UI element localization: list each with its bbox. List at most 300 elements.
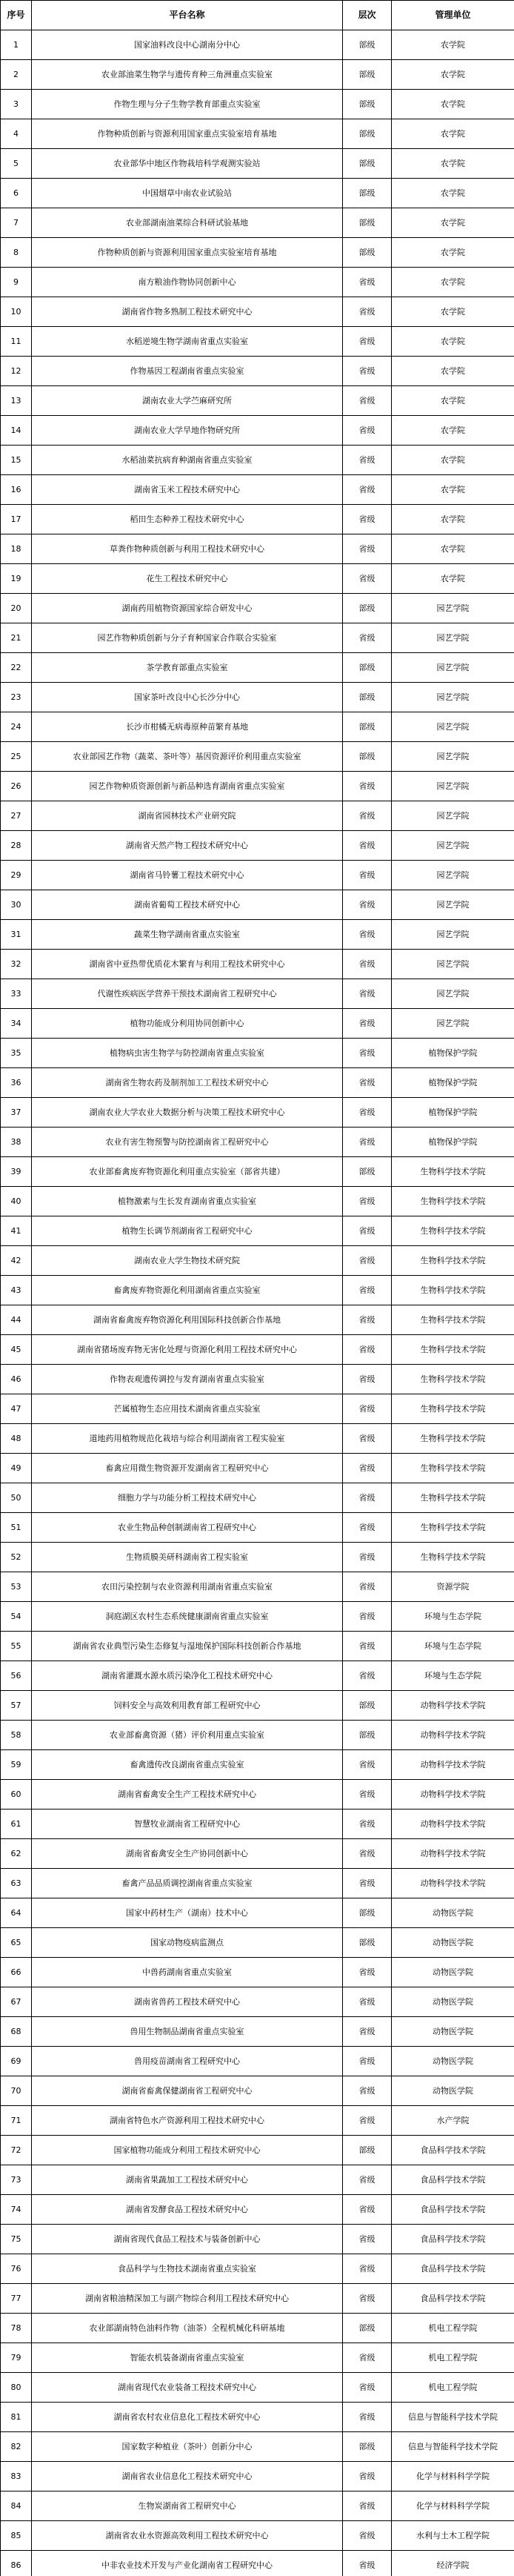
- cell-no: 49: [1, 1454, 32, 1483]
- cell-name: 湖南省园林技术产业研究院: [32, 801, 343, 831]
- cell-unit: 动物科学技术学院: [392, 1839, 514, 1869]
- cell-level: 部级: [343, 1157, 392, 1187]
- cell-no: 62: [1, 1839, 32, 1869]
- cell-no: 30: [1, 890, 32, 920]
- cell-name: 农田污染控制与农业资源利用湖南省重点实验室: [32, 1572, 343, 1602]
- cell-name: 植物激素与生长发育湖南省重点实验室: [32, 1187, 343, 1216]
- cell-name: 畜禽产品品质调控湖南省重点实验室: [32, 1869, 343, 1898]
- cell-name: 农业部华中地区作物栽培科学观测实验站: [32, 149, 343, 179]
- cell-unit: 动物科学技术学院: [392, 1721, 514, 1750]
- cell-unit: 农学院: [392, 149, 514, 179]
- cell-level: 省级: [343, 1305, 392, 1335]
- cell-name: 湖南省农业典型污染生态修复与湿地保护国际科技创新合作基地: [32, 1632, 343, 1661]
- cell-level: 省级: [343, 416, 392, 446]
- table-row: [1, 1898, 514, 1928]
- cell-unit: 动物科学技术学院: [392, 1869, 514, 1898]
- cell-no: 50: [1, 1483, 32, 1513]
- cell-no: 67: [1, 1987, 32, 2017]
- cell-unit: 园艺学院: [392, 653, 514, 683]
- table-row: [1, 1928, 514, 1958]
- cell-no: 13: [1, 386, 32, 416]
- cell-no: 46: [1, 1365, 32, 1394]
- cell-unit: 信息与智能科学技术学院: [392, 2432, 514, 2462]
- cell-level: 省级: [343, 1483, 392, 1513]
- cell-name: 农业部园艺作物（蔬菜、茶叶等）基因资源评价利用重点实验室: [32, 742, 343, 772]
- table-row: [1, 2551, 514, 2576]
- cell-unit: 植物保护学院: [392, 1098, 514, 1128]
- cell-unit: 农学院: [392, 534, 514, 564]
- cell-name: 作物生理与分子生物学教育部重点实验室: [32, 90, 343, 119]
- table-row: [1, 90, 514, 119]
- table-row: [1, 119, 514, 149]
- cell-no: 15: [1, 446, 32, 475]
- cell-no: 75: [1, 2225, 32, 2254]
- cell-unit: 园艺学院: [392, 831, 514, 861]
- cell-unit: 农学院: [392, 327, 514, 357]
- table-row: [1, 2076, 514, 2106]
- cell-no: 56: [1, 1661, 32, 1691]
- table-row: [1, 238, 514, 268]
- cell-name: 畜禽遗传改良湖南省重点实验室: [32, 1750, 343, 1780]
- cell-level: 部级: [343, 119, 392, 149]
- cell-no: 83: [1, 2462, 32, 2491]
- cell-level: 省级: [343, 2521, 392, 2551]
- cell-name: 茶学教育部重点实验室: [32, 653, 343, 683]
- cell-no: 59: [1, 1750, 32, 1780]
- cell-no: 61: [1, 1810, 32, 1839]
- table-row: [1, 1276, 514, 1305]
- cell-name: 湖南省发酵食品工程技术研究中心: [32, 2195, 343, 2225]
- table-row: [1, 446, 514, 475]
- cell-level: 省级: [343, 1839, 392, 1869]
- cell-unit: 农学院: [392, 60, 514, 90]
- cell-no: 65: [1, 1928, 32, 1958]
- cell-level: 省级: [343, 1068, 392, 1098]
- cell-no: 43: [1, 1276, 32, 1305]
- cell-no: 26: [1, 772, 32, 801]
- cell-level: 省级: [343, 772, 392, 801]
- cell-name: 国家茶叶改良中心长沙分中心: [32, 683, 343, 712]
- cell-level: 省级: [343, 623, 392, 653]
- cell-no: 48: [1, 1424, 32, 1454]
- cell-unit: 水产学院: [392, 2106, 514, 2136]
- cell-name: 湖南药用植物资源国家综合研发中心: [32, 594, 343, 623]
- cell-unit: 食品科学技术学院: [392, 2165, 514, 2195]
- table-header: [1, 1, 514, 30]
- header-name: 平台名称: [32, 1, 343, 30]
- cell-unit: 生物科学技术学院: [392, 1543, 514, 1572]
- cell-level: 省级: [343, 1810, 392, 1839]
- cell-level: 省级: [343, 1661, 392, 1691]
- cell-name: 畜禽应用微生物资源开发湖南省工程研究中心: [32, 1454, 343, 1483]
- table-row: [1, 1987, 514, 2017]
- cell-no: 63: [1, 1869, 32, 1898]
- cell-name: 湖南省农业信息化工程技术研究中心: [32, 2462, 343, 2491]
- cell-name: 湖南省马铃薯工程技术研究中心: [32, 861, 343, 890]
- cell-no: 21: [1, 623, 32, 653]
- cell-name: 代谢性疾病医学营养干预技术湖南省工程研究中心: [32, 979, 343, 1009]
- cell-level: 省级: [343, 1365, 392, 1394]
- cell-level: 省级: [343, 2165, 392, 2195]
- cell-unit: 农学院: [392, 386, 514, 416]
- cell-no: 19: [1, 564, 32, 594]
- cell-level: 部级: [343, 594, 392, 623]
- table-row: [1, 1335, 514, 1365]
- cell-level: 省级: [343, 327, 392, 357]
- cell-level: 省级: [343, 2491, 392, 2521]
- cell-unit: 动物科学技术学院: [392, 1780, 514, 1810]
- cell-unit: 化学与材料科学学院: [392, 2491, 514, 2521]
- cell-name: 湖南省兽药工程技术研究中心: [32, 1987, 343, 2017]
- cell-name: 国家植物功能成分利用工程技术研究中心: [32, 2136, 343, 2165]
- table-body: [1, 30, 514, 2576]
- cell-level: 省级: [343, 2373, 392, 2403]
- cell-no: 37: [1, 1098, 32, 1128]
- cell-name: 中兽药湖南省重点实验室: [32, 1958, 343, 1987]
- cell-unit: 生物科学技术学院: [392, 1513, 514, 1543]
- table-row: [1, 1454, 514, 1483]
- cell-name: 植物生长调节剂湖南省工程研究中心: [32, 1216, 343, 1246]
- cell-name: 植物功能成分利用协同创新中心: [32, 1009, 343, 1039]
- cell-no: 39: [1, 1157, 32, 1187]
- cell-level: 部级: [343, 1721, 392, 1750]
- cell-level: 省级: [343, 2462, 392, 2491]
- cell-no: 34: [1, 1009, 32, 1039]
- cell-name: 湖南农业大学生物技术研究院: [32, 1246, 343, 1276]
- table-row: [1, 1750, 514, 1780]
- cell-level: 部级: [343, 1691, 392, 1721]
- cell-no: 54: [1, 1602, 32, 1632]
- cell-no: 12: [1, 357, 32, 386]
- table-row: [1, 1572, 514, 1602]
- cell-no: 18: [1, 534, 32, 564]
- table-row: [1, 594, 514, 623]
- table-row: [1, 801, 514, 831]
- cell-unit: 生物科学技术学院: [392, 1305, 514, 1335]
- cell-unit: 生物科学技术学院: [392, 1335, 514, 1365]
- table-row: [1, 1602, 514, 1632]
- cell-no: 58: [1, 1721, 32, 1750]
- cell-name: 国家数字种植业（茶叶）创新分中心: [32, 2432, 343, 2462]
- cell-name: 水稻油菜抗病育种湖南省重点实验室: [32, 446, 343, 475]
- cell-name: 作物表观遗传调控与发育湖南省重点实验室: [32, 1365, 343, 1394]
- cell-name: 湖南省农业水资源高效利用工程技术研究中心: [32, 2521, 343, 2551]
- table-row: [1, 623, 514, 653]
- cell-level: 省级: [343, 2106, 392, 2136]
- cell-unit: 动物医学院: [392, 2047, 514, 2076]
- cell-name: 湖南省农村农业信息化工程技术研究中心: [32, 2403, 343, 2432]
- cell-no: 78: [1, 2314, 32, 2343]
- table-row: [1, 2195, 514, 2225]
- cell-no: 38: [1, 1128, 32, 1157]
- cell-no: 66: [1, 1958, 32, 1987]
- cell-no: 7: [1, 208, 32, 238]
- cell-no: 28: [1, 831, 32, 861]
- cell-unit: 动物医学院: [392, 1987, 514, 2017]
- cell-unit: 生物科学技术学院: [392, 1187, 514, 1216]
- cell-unit: 园艺学院: [392, 623, 514, 653]
- table-row: [1, 1157, 514, 1187]
- cell-unit: 园艺学院: [392, 950, 514, 979]
- table-row: [1, 1246, 514, 1276]
- cell-unit: 农学院: [392, 297, 514, 327]
- cell-level: 省级: [343, 1039, 392, 1068]
- cell-name: 智能农机装备湖南省重点实验室: [32, 2343, 343, 2373]
- table-row: [1, 1810, 514, 1839]
- cell-no: 23: [1, 683, 32, 712]
- table-row: [1, 2314, 514, 2343]
- cell-no: 9: [1, 268, 32, 297]
- cell-unit: 植物保护学院: [392, 1039, 514, 1068]
- cell-unit: 动物医学院: [392, 1958, 514, 1987]
- cell-name: 湖南省灌溉水源水质污染净化工程技术研究中心: [32, 1661, 343, 1691]
- cell-no: 60: [1, 1780, 32, 1810]
- table-row: [1, 1068, 514, 1098]
- cell-name: 蔬菜生物学湖南省重点实验室: [32, 920, 343, 950]
- cell-no: 45: [1, 1335, 32, 1365]
- cell-unit: 食品科学技术学院: [392, 2284, 514, 2314]
- cell-level: 省级: [343, 1987, 392, 2017]
- cell-unit: 农学院: [392, 564, 514, 594]
- cell-name: 国家中药材生产（湖南）技术中心: [32, 1898, 343, 1928]
- table-row: [1, 772, 514, 801]
- cell-level: 省级: [343, 920, 392, 950]
- cell-level: 部级: [343, 2432, 392, 2462]
- cell-unit: 动物医学院: [392, 2076, 514, 2106]
- cell-level: 省级: [343, 297, 392, 327]
- cell-unit: 农学院: [392, 416, 514, 446]
- table-row: [1, 979, 514, 1009]
- cell-unit: 农学院: [392, 446, 514, 475]
- cell-level: 部级: [343, 179, 392, 208]
- cell-unit: 园艺学院: [392, 594, 514, 623]
- table-row: [1, 2047, 514, 2076]
- cell-level: 省级: [343, 505, 392, 534]
- cell-no: 10: [1, 297, 32, 327]
- table-row: [1, 653, 514, 683]
- cell-name: 畜禽废弃物资源化利用湖南省重点实验室: [32, 1276, 343, 1305]
- cell-unit: 资源学院: [392, 1572, 514, 1602]
- cell-unit: 食品科学技术学院: [392, 2136, 514, 2165]
- cell-level: 部级: [343, 653, 392, 683]
- cell-name: 兽用生物制品湖南省重点实验室: [32, 2017, 343, 2047]
- cell-no: 14: [1, 416, 32, 446]
- cell-level: 省级: [343, 2551, 392, 2576]
- cell-unit: 机电工程学院: [392, 2314, 514, 2343]
- cell-unit: 生物科学技术学院: [392, 1454, 514, 1483]
- cell-level: 省级: [343, 890, 392, 920]
- cell-name: 细胞力学与功能分析工程技术研究中心: [32, 1483, 343, 1513]
- cell-name: 农业部湖南特色油料作物（油茶）全程机械化科研基地: [32, 2314, 343, 2343]
- cell-unit: 园艺学院: [392, 861, 514, 890]
- cell-no: 11: [1, 327, 32, 357]
- cell-name: 湖南省中亚热带优质花木繁育与利用工程技术研究中心: [32, 950, 343, 979]
- cell-level: 省级: [343, 1454, 392, 1483]
- cell-level: 省级: [343, 1780, 392, 1810]
- table-row: [1, 1187, 514, 1216]
- cell-name: 农业部畜禽废弃物资源化利用重点实验室（部省共建）: [32, 1157, 343, 1187]
- cell-unit: 食品科学技术学院: [392, 2225, 514, 2254]
- cell-unit: 动物科学技术学院: [392, 1750, 514, 1780]
- cell-no: 71: [1, 2106, 32, 2136]
- table-row: [1, 534, 514, 564]
- table-row: [1, 1543, 514, 1572]
- cell-no: 68: [1, 2017, 32, 2047]
- cell-no: 16: [1, 475, 32, 505]
- cell-level: 省级: [343, 534, 392, 564]
- cell-no: 32: [1, 950, 32, 979]
- cell-level: 省级: [343, 1958, 392, 1987]
- cell-unit: 环境与生态学院: [392, 1632, 514, 1661]
- cell-name: 中国烟草中南农业试验站: [32, 179, 343, 208]
- cell-name: 生物质膜美研科湖南省工程实验室: [32, 1543, 343, 1572]
- cell-unit: 农学院: [392, 208, 514, 238]
- table-row: [1, 30, 514, 60]
- cell-unit: 环境与生态学院: [392, 1661, 514, 1691]
- cell-name: 湖南省畜禽安全生产协同创新中心: [32, 1839, 343, 1869]
- table-row: [1, 1365, 514, 1394]
- table-row: [1, 564, 514, 594]
- cell-no: 41: [1, 1216, 32, 1246]
- cell-name: 湖南省玉米工程技术研究中心: [32, 475, 343, 505]
- cell-name: 农业有害生物预警与防控湖南省工程研究中心: [32, 1128, 343, 1157]
- cell-level: 省级: [343, 2195, 392, 2225]
- cell-name: 国家油料改良中心湖南分中心: [32, 30, 343, 60]
- cell-no: 86: [1, 2551, 32, 2576]
- cell-unit: 生物科学技术学院: [392, 1276, 514, 1305]
- cell-no: 53: [1, 1572, 32, 1602]
- cell-level: 省级: [343, 1602, 392, 1632]
- cell-level: 省级: [343, 1246, 392, 1276]
- cell-no: 84: [1, 2491, 32, 2521]
- header-no: 序号: [1, 1, 32, 30]
- cell-unit: 园艺学院: [392, 742, 514, 772]
- cell-no: 72: [1, 2136, 32, 2165]
- cell-unit: 园艺学院: [392, 1009, 514, 1039]
- cell-no: 52: [1, 1543, 32, 1572]
- cell-level: 省级: [343, 2403, 392, 2432]
- cell-level: 省级: [343, 1632, 392, 1661]
- cell-name: 园艺作物种质创新与分子育种国家合作联合实验室: [32, 623, 343, 653]
- cell-no: 69: [1, 2047, 32, 2076]
- cell-level: 省级: [343, 268, 392, 297]
- cell-name: 湖南省畜禽保健湖南省工程研究中心: [32, 2076, 343, 2106]
- table-row: [1, 179, 514, 208]
- table-row: [1, 2403, 514, 2432]
- cell-no: 4: [1, 119, 32, 149]
- cell-no: 80: [1, 2373, 32, 2403]
- table-row: [1, 416, 514, 446]
- cell-level: 部级: [343, 1898, 392, 1928]
- table-row: [1, 2432, 514, 2462]
- cell-level: 省级: [343, 2343, 392, 2373]
- cell-level: 部级: [343, 712, 392, 742]
- table-row: [1, 1098, 514, 1128]
- cell-no: 8: [1, 238, 32, 268]
- cell-unit: 农学院: [392, 268, 514, 297]
- cell-unit: 食品科学技术学院: [392, 2254, 514, 2284]
- cell-unit: 农学院: [392, 357, 514, 386]
- cell-level: 部级: [343, 60, 392, 90]
- cell-no: 73: [1, 2165, 32, 2195]
- cell-no: 27: [1, 801, 32, 831]
- cell-level: 部级: [343, 742, 392, 772]
- cell-level: 省级: [343, 1216, 392, 1246]
- cell-name: 湖南省现代农业装备工程技术研究中心: [32, 2373, 343, 2403]
- cell-name: 食品科学与生物技术湖南省重点实验室: [32, 2254, 343, 2284]
- cell-name: 长沙市柑橘无病毒原种苗繁育基地: [32, 712, 343, 742]
- cell-name: 南方粮油作物协同创新中心: [32, 268, 343, 297]
- cell-name: 中非农业技术开发与产业化湖南省工程研究中心: [32, 2551, 343, 2576]
- cell-name: 草粪作物种质创新与利用工程技术研究中心: [32, 534, 343, 564]
- cell-unit: 园艺学院: [392, 979, 514, 1009]
- cell-level: 省级: [343, 861, 392, 890]
- cell-no: 42: [1, 1246, 32, 1276]
- table-row: [1, 1483, 514, 1513]
- cell-no: 3: [1, 90, 32, 119]
- cell-no: 31: [1, 920, 32, 950]
- table-row: [1, 60, 514, 90]
- cell-level: 省级: [343, 386, 392, 416]
- cell-no: 1: [1, 30, 32, 60]
- cell-level: 省级: [343, 2284, 392, 2314]
- cell-level: 省级: [343, 1869, 392, 1898]
- cell-unit: 农学院: [392, 119, 514, 149]
- cell-level: 省级: [343, 1276, 392, 1305]
- cell-name: 兽用疫苗湖南省工程研究中心: [32, 2047, 343, 2076]
- table-row: [1, 357, 514, 386]
- cell-name: 农业部畜禽资源（猪）评价利用重点实验室: [32, 1721, 343, 1750]
- cell-level: 省级: [343, 475, 392, 505]
- cell-no: 64: [1, 1898, 32, 1928]
- table-row: [1, 2165, 514, 2195]
- header-row: [1, 1, 514, 30]
- table-row: [1, 1780, 514, 1810]
- cell-unit: 植物保护学院: [392, 1068, 514, 1098]
- cell-unit: 园艺学院: [392, 683, 514, 712]
- table-row: [1, 1513, 514, 1543]
- cell-unit: 生物科学技术学院: [392, 1365, 514, 1394]
- cell-name: 稻田生态种养工程技术研究中心: [32, 505, 343, 534]
- table-row: [1, 1039, 514, 1068]
- cell-no: 82: [1, 2432, 32, 2462]
- cell-unit: 农学院: [392, 475, 514, 505]
- cell-name: 湖南农业大学农业大数据分析与决策工程技术研究中心: [32, 1098, 343, 1128]
- cell-unit: 园艺学院: [392, 890, 514, 920]
- cell-unit: 动物医学院: [392, 2017, 514, 2047]
- cell-unit: 园艺学院: [392, 920, 514, 950]
- cell-level: 省级: [343, 1513, 392, 1543]
- table-row: [1, 505, 514, 534]
- table-row: [1, 950, 514, 979]
- table-row: [1, 2136, 514, 2165]
- cell-unit: 生物科学技术学院: [392, 1424, 514, 1454]
- table-row: [1, 683, 514, 712]
- cell-unit: 食品科学技术学院: [392, 2195, 514, 2225]
- cell-level: 部级: [343, 238, 392, 268]
- cell-no: 25: [1, 742, 32, 772]
- table-row: [1, 831, 514, 861]
- table-row: [1, 2284, 514, 2314]
- cell-name: 湖南农业大学苎麻研究所: [32, 386, 343, 416]
- cell-no: 20: [1, 594, 32, 623]
- cell-level: 省级: [343, 1009, 392, 1039]
- cell-unit: 动物医学院: [392, 1898, 514, 1928]
- table-row: [1, 1661, 514, 1691]
- table-row: [1, 2373, 514, 2403]
- cell-unit: 园艺学院: [392, 712, 514, 742]
- cell-name: 湖南省猪场废弃物无害化处理与资源化利用工程技术研究中心: [32, 1335, 343, 1365]
